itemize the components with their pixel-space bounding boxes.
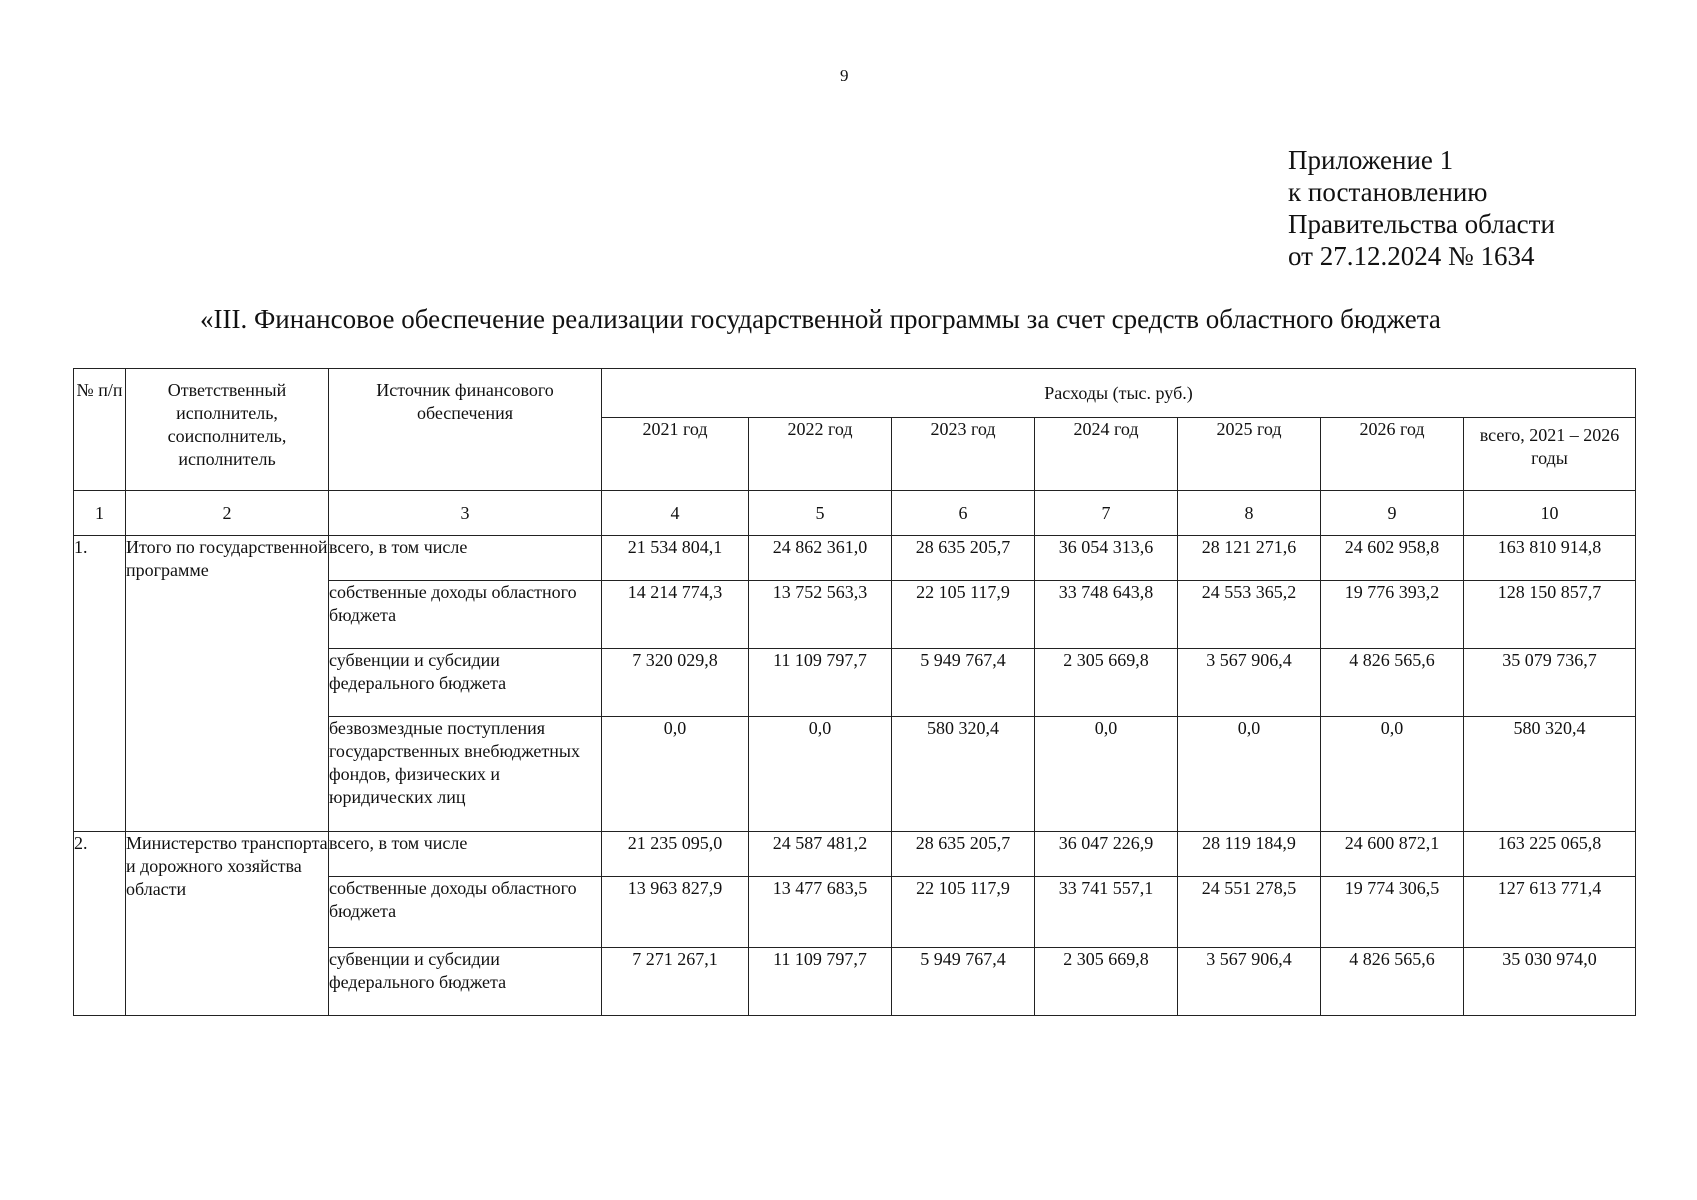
value-cell: 5 949 767,4 — [892, 948, 1035, 1016]
value-cell: 33 741 557,1 — [1035, 877, 1178, 948]
total-cell: 35 030 974,0 — [1464, 948, 1636, 1016]
header-year: 2022 год — [749, 418, 892, 491]
appendix-line: Приложение 1 — [1288, 145, 1454, 175]
header-year: 2024 год — [1035, 418, 1178, 491]
value-cell: 7 320 029,8 — [602, 649, 749, 717]
value-cell: 3 567 906,4 — [1178, 649, 1321, 717]
value-cell: 28 121 271,6 — [1178, 536, 1321, 581]
value-cell: 0,0 — [1178, 717, 1321, 832]
appendix-line: от 27.12.2024 № 1634 — [1288, 241, 1535, 271]
value-cell: 0,0 — [749, 717, 892, 832]
value-cell: 11 109 797,7 — [749, 948, 892, 1016]
source-cell: субвенции и субсидии федерального бюджета — [329, 948, 602, 1016]
column-number: 4 — [602, 491, 749, 536]
value-cell: 28 119 184,9 — [1178, 832, 1321, 877]
source-cell: собственные доходы областного бюджета — [329, 581, 602, 649]
value-cell: 24 551 278,5 — [1178, 877, 1321, 948]
source-cell: безвозмездные поступления государственных внебюджетных фондов, физических и юридических лиц — [329, 717, 602, 832]
total-cell: 163 810 914,8 — [1464, 536, 1636, 581]
header-executor: Ответственный исполнитель, соисполнитель, исполнитель — [126, 369, 329, 491]
row-number: 2. — [74, 832, 126, 1016]
total-cell: 35 079 736,7 — [1464, 649, 1636, 717]
value-cell: 2 305 669,8 — [1035, 649, 1178, 717]
appendix-line: к постановлению — [1288, 177, 1488, 207]
value-cell: 22 105 117,9 — [892, 877, 1035, 948]
column-number: 2 — [126, 491, 329, 536]
value-cell: 13 477 683,5 — [749, 877, 892, 948]
value-cell: 36 054 313,6 — [1035, 536, 1178, 581]
value-cell: 4 826 565,6 — [1321, 649, 1464, 717]
value-cell: 13 963 827,9 — [602, 877, 749, 948]
value-cell: 22 105 117,9 — [892, 581, 1035, 649]
header-year: 2023 год — [892, 418, 1035, 491]
financing-table — [73, 368, 1636, 1016]
source-cell: собственные доходы областного бюджета — [329, 877, 602, 948]
column-numbers-row — [74, 491, 1636, 536]
value-cell: 3 567 906,4 — [1178, 948, 1321, 1016]
header-total: всего, 2021 – 2026 годы — [1464, 418, 1636, 491]
column-number: 7 — [1035, 491, 1178, 536]
value-cell: 24 600 872,1 — [1321, 832, 1464, 877]
column-number: 6 — [892, 491, 1035, 536]
value-cell: 0,0 — [1035, 717, 1178, 832]
header-year: 2021 год — [602, 418, 749, 491]
value-cell: 36 047 226,9 — [1035, 832, 1178, 877]
header-num: № п/п — [74, 369, 126, 491]
column-number: 3 — [329, 491, 602, 536]
value-cell: 13 752 563,3 — [749, 581, 892, 649]
page-number: 9 — [840, 66, 849, 85]
column-number: 10 — [1464, 491, 1636, 536]
value-cell: 24 602 958,8 — [1321, 536, 1464, 581]
header-source: Источник финансового обеспечения — [329, 369, 602, 491]
header-year: 2026 год — [1321, 418, 1464, 491]
executor-cell: Итого по государственной программе — [126, 536, 329, 832]
table-row — [74, 536, 1636, 581]
value-cell: 7 271 267,1 — [602, 948, 749, 1016]
appendix-block — [1288, 144, 1555, 272]
table-row — [74, 832, 1636, 877]
column-number: 1 — [74, 491, 126, 536]
value-cell: 28 635 205,7 — [892, 832, 1035, 877]
value-cell: 24 587 481,2 — [749, 832, 892, 877]
value-cell: 21 235 095,0 — [602, 832, 749, 877]
source-cell: всего, в том числе — [329, 832, 602, 877]
row-number: 1. — [74, 536, 126, 832]
value-cell: 19 776 393,2 — [1321, 581, 1464, 649]
value-cell: 11 109 797,7 — [749, 649, 892, 717]
value-cell: 4 826 565,6 — [1321, 948, 1464, 1016]
column-number: 5 — [749, 491, 892, 536]
header-expenses: Расходы (тыс. руб.) — [602, 369, 1636, 418]
column-number: 8 — [1178, 491, 1321, 536]
value-cell: 24 862 361,0 — [749, 536, 892, 581]
section-title: «III. Финансовое обеспечение реализации государственной программы за счет средств областного бюджета — [200, 304, 1441, 334]
executor-cell: Министерство транспорта и дорожного хозяйства области — [126, 832, 329, 1016]
value-cell: 19 774 306,5 — [1321, 877, 1464, 948]
value-cell: 5 949 767,4 — [892, 649, 1035, 717]
total-cell: 127 613 771,4 — [1464, 877, 1636, 948]
value-cell: 580 320,4 — [892, 717, 1035, 832]
appendix-line: Правительства области — [1288, 209, 1555, 239]
column-number: 9 — [1321, 491, 1464, 536]
value-cell: 2 305 669,8 — [1035, 948, 1178, 1016]
total-cell: 580 320,4 — [1464, 717, 1636, 832]
value-cell: 14 214 774,3 — [602, 581, 749, 649]
value-cell: 21 534 804,1 — [602, 536, 749, 581]
header-year: 2025 год — [1178, 418, 1321, 491]
source-cell: субвенции и субсидии федерального бюджета — [329, 649, 602, 717]
value-cell: 0,0 — [602, 717, 749, 832]
value-cell: 24 553 365,2 — [1178, 581, 1321, 649]
total-cell: 128 150 857,7 — [1464, 581, 1636, 649]
total-cell: 163 225 065,8 — [1464, 832, 1636, 877]
value-cell: 33 748 643,8 — [1035, 581, 1178, 649]
value-cell: 28 635 205,7 — [892, 536, 1035, 581]
source-cell: всего, в том числе — [329, 536, 602, 581]
value-cell: 0,0 — [1321, 717, 1464, 832]
